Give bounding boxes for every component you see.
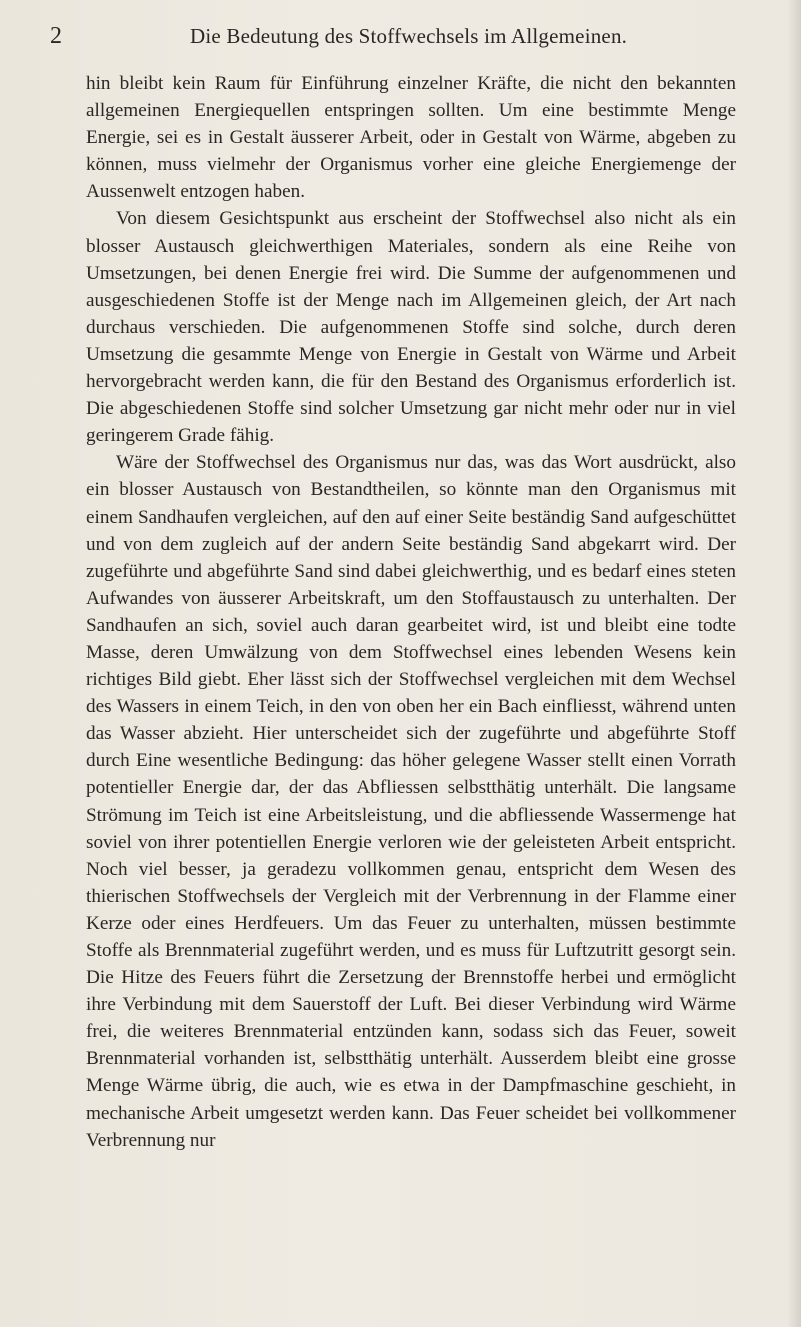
body-text xyxy=(86,70,736,1310)
page-edge-shadow xyxy=(787,0,801,1327)
paragraph-stoffwechsel-umsetzungen: Von diesem Gesichtspunkt aus erscheint der Stoffwechsel also nicht als ein blosser Austausch gleichwerthigen Materiales, sondern als eine Reihe von Umsetzungen, bei denen Energie frei wird. Die Summe der aufgenommenen und ausgeschiedenen Stoffe ist der Menge nach im Allgemeinen gleich, der Art nach durchaus verschieden. Die aufgenommenen Stoffe sind solche, durch deren Umsetzung die gesammte Menge von Energie in Gestalt von Wärme und Arbeit hervorgebracht werden kann, die für den Bestand des Organismus erforderlich ist. Die abgeschiedenen Stoffe sind solcher Umsetzung gar nicht mehr oder nur in viel geringerem Grade fähig. xyxy=(86,208,736,447)
paragraph-continuation: hin bleibt kein Raum für Einführung einzelner Kräfte, die nicht den bekannten allgemeinen Energiequellen entspringen sollten. Um eine bestimmte Menge Energie, sei es in Gestalt äusserer Arbeit, oder in Gestalt von Wärme, abgeben zu können, muss vielmehr der Organismus vorher eine gleiche Energiemenge der Aussenwelt entzogen haben. xyxy=(86,73,736,203)
page-header xyxy=(50,18,736,54)
running-title: Die Bedeutung des Stoffwechsels im Allgemeinen. xyxy=(190,24,628,48)
paragraph-vergleiche: Wäre der Stoffwechsel des Organismus nur das, was das Wort ausdrückt, also ein blosser Austausch von Bestandtheilen, so könnte man den Organismus mit einem Sandhaufen vergleichen, auf den auf einer Seite beständig Sand aufgeschüttet und von dem zugleich auf der andern Seite beständig Sand abgekarrt wird. Der zugeführte und abgeführte Sand sind dabei gleichwerthig, und es bedarf eines steten Aufwandes von äusserer Arbeitskraft, um den Stoffaustausch zu unterhalten. Der Sandhaufen an sich, soviel auch daran gearbeitet wird, ist und bleibt eine todte Masse, deren Umwälzung von dem Stoffwechsel eines lebenden Wesens kein richtiges Bild giebt. Eher lässt sich der Stoffwechsel vergleichen mit dem Wechsel des Wassers in einem Teich, in den von oben her ein Bach einfliesst, während unten das Wasser abzieht. Hier unterscheidet sich der zugeführte und abgeführte Stoff durch Eine wesentliche Bedingung: das höher gelegene Wasser stellt einen Vorrath potentieller Energie dar, der das Abfliessen selbstthätig unterhält. Die langsame Strömung im Teich ist eine Arbeitsleistung, und die abfliessende Wassermenge hat soviel von ihrer potentiellen Energie verloren wie der geleisteten Arbeit entspricht. Noch viel besser, ja geradezu vollkommen genau, entspricht dem Wesen des thierischen Stoffwechsels der Vergleich mit der Verbrennung in der Flamme einer Kerze oder eines Herdfeuers. Um das Feuer zu unterhalten, müssen bestimmte Stoffe als Brennmaterial zugeführt werden, und es muss für Luftzutritt gesorgt sein. Die Hitze des Feuers führt die Zersetzung der Brennstoffe herbei und ermöglicht ihre Verbindung mit dem Sauerstoff der Luft. Bei dieser Verbindung wird Wärme frei, die weiteres Brennmaterial entzünden kann, sodass sich das Feuer, soweit Brennmaterial vorhanden ist, selbstthätig unterhält. Ausserdem bleibt eine grosse Menge Wärme übrig, die auch, wie es etwa in der Dampfmaschine geschieht, in mechanische Arbeit umgesetzt werden kann. Das Feuer scheidet bei vollkommener Verbrennung nur xyxy=(86,452,736,1151)
page-number: 2 xyxy=(50,23,62,49)
